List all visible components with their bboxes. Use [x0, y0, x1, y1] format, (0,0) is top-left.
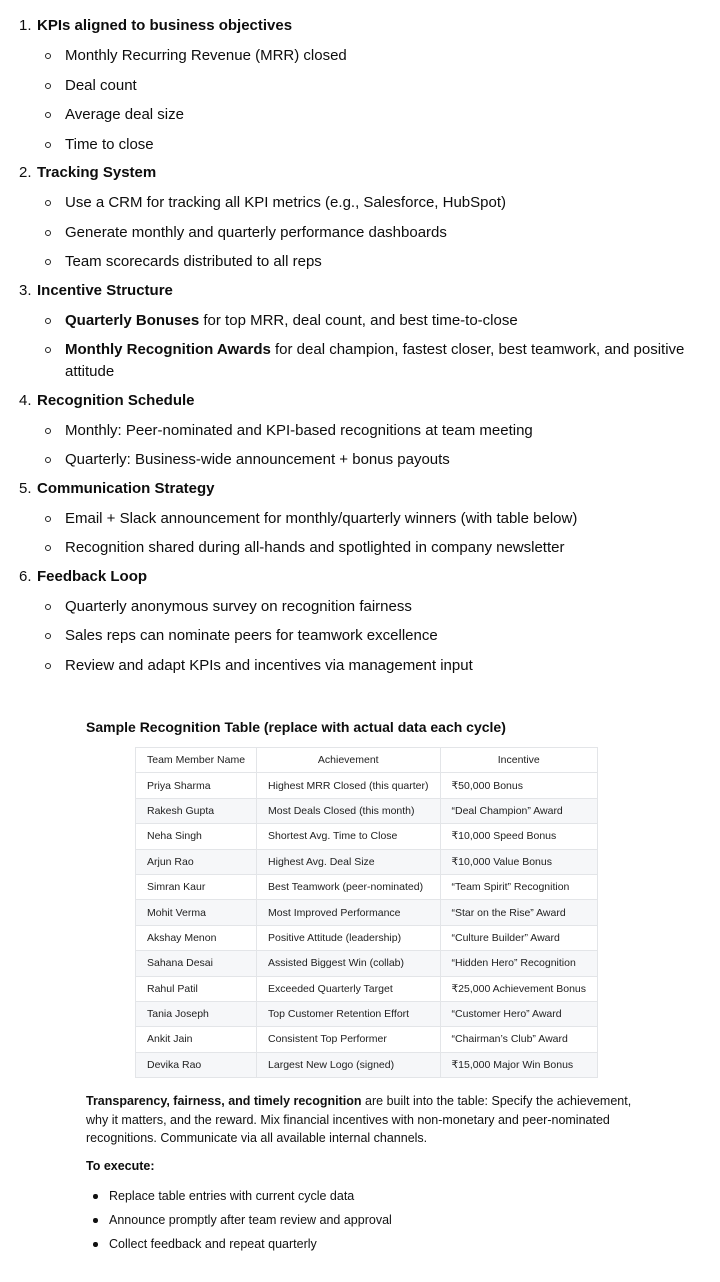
table-row: [136, 925, 598, 950]
bullet-icon: [93, 1218, 98, 1223]
table-row: [136, 874, 598, 899]
table-row: [136, 773, 598, 798]
list-item: Replace table entries with current cycle data: [109, 1187, 392, 1211]
list-item: Time to close: [65, 130, 687, 160]
section-incentives: [19, 277, 687, 387]
hollow-bullet-icon: [45, 428, 51, 434]
cell-achievement: Best Teamwork (peer-nominated): [257, 874, 440, 899]
section-items: [37, 188, 687, 277]
section-title: Incentive Structure: [37, 281, 173, 299]
section-title: Communication Strategy: [37, 479, 215, 497]
list-item: Quarterly anonymous survey on recognition fairness: [65, 592, 687, 622]
column-header-name: Team Member Name: [136, 748, 257, 773]
cell-incentive: “Culture Builder” Award: [440, 925, 598, 950]
cell-incentive: ₹10,000 Value Bonus: [440, 849, 598, 874]
summary-paragraph: [86, 1092, 646, 1148]
table-row: [136, 951, 598, 976]
hollow-bullet-icon: [45, 230, 51, 236]
cell-achievement: Assisted Biggest Win (collab): [257, 951, 440, 976]
section-number: 6.: [19, 567, 32, 585]
section-number: 4.: [19, 391, 32, 409]
section-title: Feedback Loop: [37, 567, 148, 585]
cell-achievement: Most Improved Performance: [257, 900, 440, 925]
summary-bold: Transparency, fairness, and timely recognition: [86, 1094, 362, 1108]
cell-incentive: “Hidden Hero” Recognition: [440, 951, 598, 976]
cell-name: Akshay Menon: [136, 925, 257, 950]
hollow-bullet-icon: [45, 200, 51, 206]
cell-incentive: “Customer Hero” Award: [440, 1001, 598, 1026]
cell-name: Devika Rao: [136, 1052, 257, 1077]
hollow-bullet-icon: [45, 259, 51, 265]
bullet-icon: [93, 1242, 98, 1247]
section-number: 5.: [19, 479, 32, 497]
list-item: Review and adapt KPIs and incentives via management input: [65, 651, 687, 681]
cell-achievement: Shortest Avg. Time to Close: [257, 824, 440, 849]
hollow-bullet-icon: [45, 53, 51, 59]
list-item: Recognition shared during all-hands and spotlighted in company newsletter: [65, 533, 687, 563]
cell-achievement: Largest New Logo (signed): [257, 1052, 440, 1077]
table-title: Sample Recognition Table (replace with actual data each cycle): [86, 719, 506, 735]
section-communication: [19, 475, 687, 563]
section-title: Recognition Schedule: [37, 391, 195, 409]
execute-title: To execute:: [86, 1159, 155, 1173]
cell-incentive: “Star on the Rise” Award: [440, 900, 598, 925]
cell-incentive: ₹10,000 Speed Bonus: [440, 824, 598, 849]
column-header-incentive: Incentive: [440, 748, 598, 773]
list-item: Quarterly Bonuses for top MRR, deal count, and best time-to-close: [65, 306, 687, 336]
hollow-bullet-icon: [45, 83, 51, 89]
cell-incentive: “Team Spirit” Recognition: [440, 874, 598, 899]
cell-name: Rakesh Gupta: [136, 798, 257, 823]
section-title: KPIs aligned to business objectives: [37, 17, 293, 34]
table-row: [136, 1027, 598, 1052]
recognition-table: [135, 747, 598, 1078]
execute-list: [86, 1187, 392, 1260]
list-item: Generate monthly and quarterly performance dashboards: [65, 218, 687, 248]
cell-achievement: Positive Attitude (leadership): [257, 925, 440, 950]
hollow-bullet-icon: [45, 545, 51, 551]
cell-incentive: ₹50,000 Bonus: [440, 773, 598, 798]
cell-incentive: “Deal Champion” Award: [440, 798, 598, 823]
cell-name: Arjun Rao: [136, 849, 257, 874]
table-row: [136, 798, 598, 823]
cell-achievement: Top Customer Retention Effort: [257, 1001, 440, 1026]
table-row: [136, 1052, 598, 1077]
section-number: 3.: [19, 281, 32, 299]
cell-name: Priya Sharma: [136, 773, 257, 798]
list-item: Monthly: Peer-nominated and KPI-based recognitions at team meeting: [65, 416, 687, 446]
cell-achievement: Highest MRR Closed (this quarter): [257, 773, 440, 798]
cell-name: Tania Joseph: [136, 1001, 257, 1026]
table-header-row: [136, 748, 598, 773]
section-items: [37, 592, 687, 681]
table-row: [136, 900, 598, 925]
list-item: Team scorecards distributed to all reps: [65, 247, 687, 277]
cell-name: Mohit Verma: [136, 900, 257, 925]
cell-incentive: “Chairman’s Club” Award: [440, 1027, 598, 1052]
list-item: Email + Slack announcement for monthly/quarterly winners (with table below): [65, 504, 687, 534]
section-title: Tracking System: [37, 164, 157, 181]
list-item: Monthly Recognition Awards for deal champion, fastest closer, best teamwork, and positive attitude: [65, 335, 687, 387]
hollow-bullet-icon: [45, 633, 51, 639]
section-feedback: [19, 563, 687, 681]
section-schedule: [19, 387, 687, 475]
hollow-bullet-icon: [45, 604, 51, 610]
section-kpis: [19, 12, 687, 159]
strategy-sections: [0, 12, 687, 680]
list-item: Sales reps can nominate peers for teamwork excellence: [65, 621, 687, 651]
cell-name: Neha Singh: [136, 824, 257, 849]
section-items: [37, 416, 687, 475]
table-row: [136, 824, 598, 849]
list-item: Average deal size: [65, 100, 687, 130]
hollow-bullet-icon: [45, 663, 51, 669]
section-number: 2.: [19, 164, 32, 181]
list-item: Collect feedback and repeat quarterly: [109, 1235, 392, 1259]
summary-text: are built into the table: Specify the achievement, why it matters, and the reward. Mix financial incentives with non-monetary and peer-nominated recognitions. Communicate via all available internal channels.: [86, 1094, 632, 1145]
bullet-icon: [93, 1194, 98, 1199]
hollow-bullet-icon: [45, 347, 51, 353]
section-items: [37, 306, 687, 387]
cell-name: Rahul Patil: [136, 976, 257, 1001]
cell-achievement: Highest Avg. Deal Size: [257, 849, 440, 874]
hollow-bullet-icon: [45, 516, 51, 522]
cell-achievement: Exceeded Quarterly Target: [257, 976, 440, 1001]
cell-achievement: Consistent Top Performer: [257, 1027, 440, 1052]
hollow-bullet-icon: [45, 142, 51, 148]
cell-achievement: Most Deals Closed (this month): [257, 798, 440, 823]
hollow-bullet-icon: [45, 112, 51, 118]
cell-incentive: ₹25,000 Achievement Bonus: [440, 976, 598, 1001]
cell-name: Simran Kaur: [136, 874, 257, 899]
list-item: Deal count: [65, 71, 687, 101]
section-number: 1.: [19, 17, 32, 34]
section-items: [37, 41, 687, 159]
hollow-bullet-icon: [45, 318, 51, 324]
section-items: [37, 504, 687, 563]
list-item: Use a CRM for tracking all KPI metrics (e.g., Salesforce, HubSpot): [65, 188, 687, 218]
list-item: Monthly Recurring Revenue (MRR) closed: [65, 41, 687, 71]
table-row: [136, 1001, 598, 1026]
cell-incentive: ₹15,000 Major Win Bonus: [440, 1052, 598, 1077]
table-row: [136, 849, 598, 874]
column-header-achievement: Achievement: [257, 748, 440, 773]
cell-name: Ankit Jain: [136, 1027, 257, 1052]
list-item: Announce promptly after team review and approval: [109, 1211, 392, 1235]
cell-name: Sahana Desai: [136, 951, 257, 976]
hollow-bullet-icon: [45, 457, 51, 463]
list-item: Quarterly: Business-wide announcement + bonus payouts: [65, 445, 687, 475]
section-tracking: [19, 159, 687, 277]
table-row: [136, 976, 598, 1001]
